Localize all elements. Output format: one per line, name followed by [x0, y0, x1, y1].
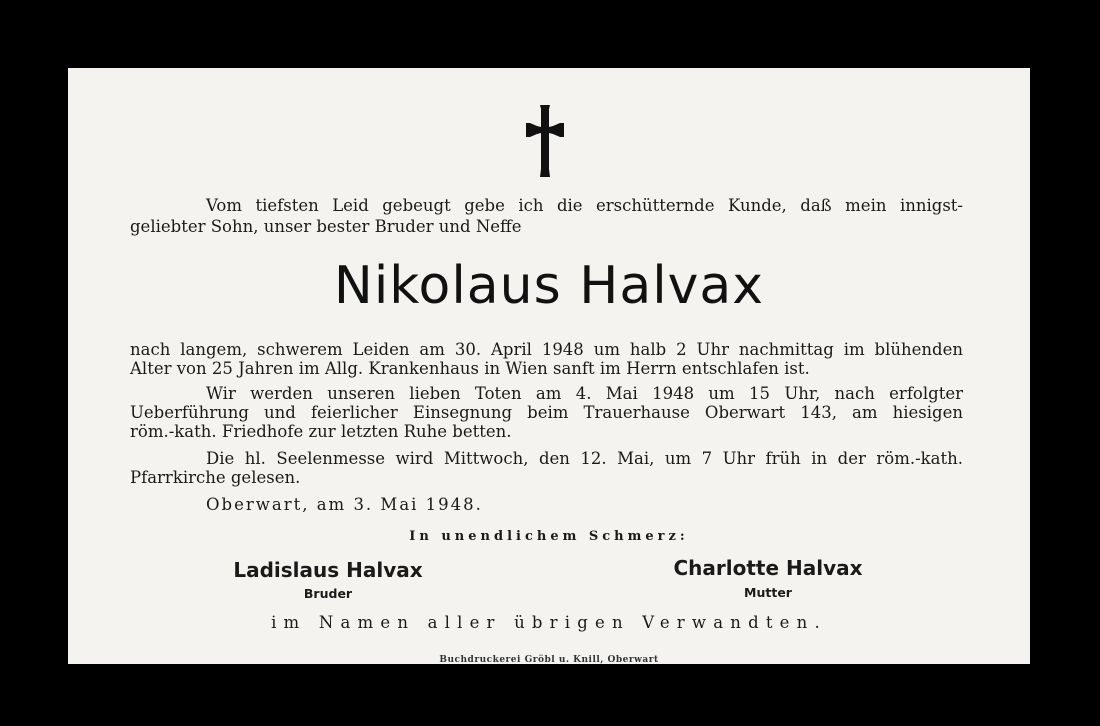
cross-icon: [520, 105, 570, 177]
death-paragraph-line-2: Alter von 25 Jahren im Allg. Krankenhaus in Wien sanft im Herrn entschlafen ist.: [130, 359, 810, 378]
mass-paragraph-line-2: Pfarrkirche gelesen.: [130, 468, 301, 487]
intro-line-1: Vom tiefsten Leid gebeugt gebe ich die erschütternde Kunde, daß mein innigst-: [206, 196, 963, 215]
obituary-notice: [68, 68, 1030, 664]
intro-line-2: geliebter Sohn, unser bester Bruder und Neffe: [130, 217, 522, 236]
signatory-role-mother: Mutter: [744, 585, 792, 600]
death-paragraph-line-1: nach langem, schwerem Leiden am 30. April 1948 um halb 2 Uhr nachmittag im blühenden: [130, 340, 963, 359]
signatory-name-brother: Ladislaus Halvax: [233, 558, 423, 582]
burial-paragraph-line-3: röm.-kath. Friedhofe zur letzten Ruhe betten.: [130, 422, 512, 441]
deceased-name: Nikolaus Halvax: [333, 256, 765, 316]
mourning-line: In unendlichem Schmerz:: [409, 529, 689, 544]
place-date: Oberwart, am 3. Mai 1948.: [206, 495, 483, 514]
burial-paragraph-line-2: Ueberführung und feierlicher Einsegnung beim Trauerhause Oberwart 143, am hiesigen: [130, 403, 963, 422]
signatory-name-mother: Charlotte Halvax: [673, 556, 863, 580]
printer-imprint: Buchdruckerei Gröbl u. Knill, Oberwart: [439, 655, 659, 664]
relatives-line: im Namen aller übrigen Verwandten.: [271, 613, 827, 632]
mass-paragraph-line-1: Die hl. Seelenmesse wird Mittwoch, den 12. Mai, um 7 Uhr früh in der röm.-kath.: [206, 449, 963, 468]
signatory-role-brother: Bruder: [303, 586, 353, 601]
burial-paragraph-line-1: Wir werden unseren lieben Toten am 4. Mai 1948 um 15 Uhr, nach erfolgter: [206, 384, 963, 403]
